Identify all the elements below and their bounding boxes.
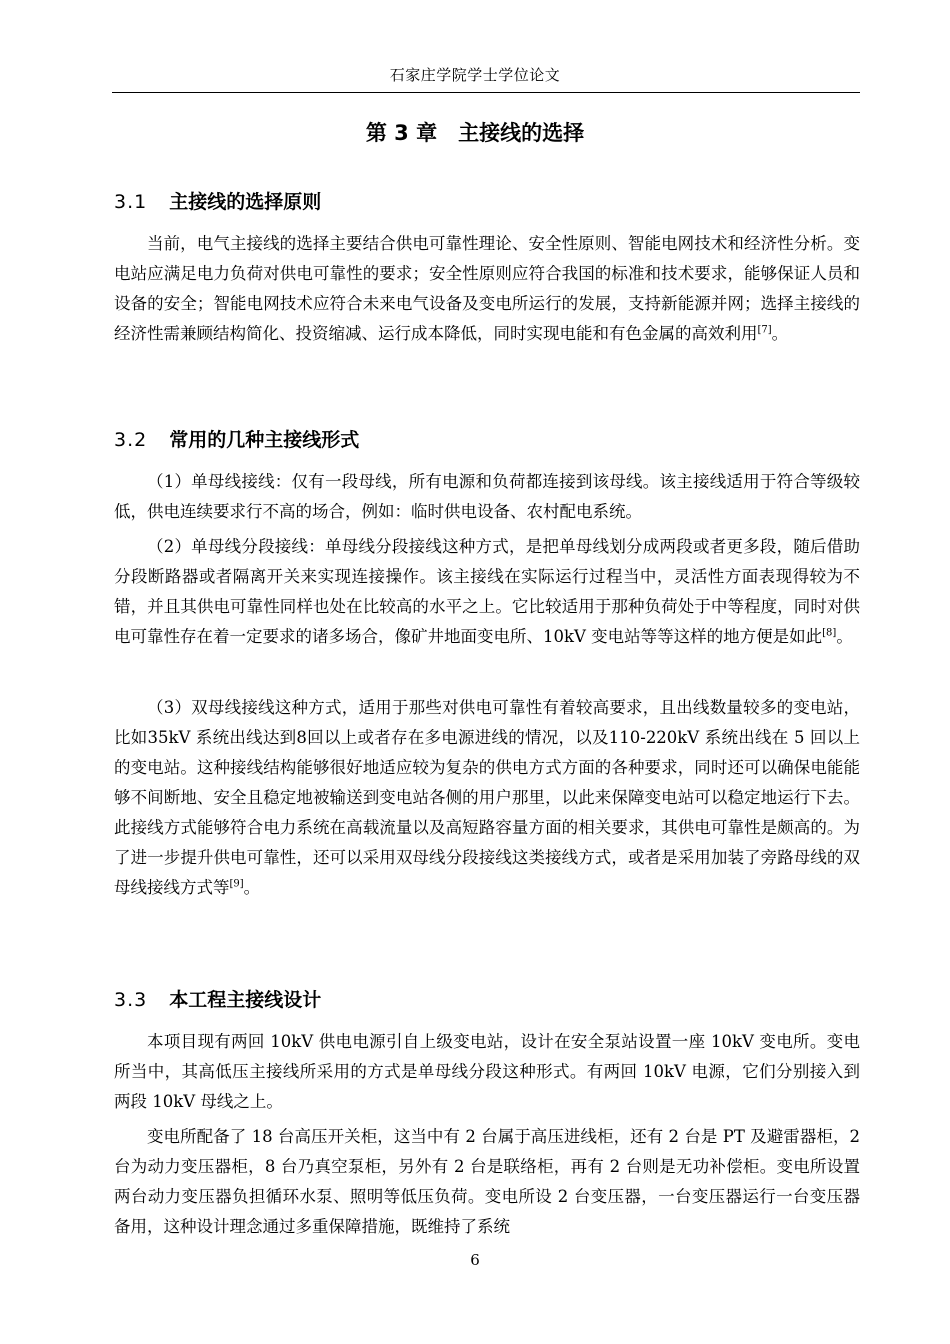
- paragraph-text: 本项目现有两回 10kV 供电电源引自上级变电站，设计在安全泵站设置一座 10kV 变电所。变电所当中，其高低压主接线所采用的方式是单母线分段这种形式。有两回 10kV 电源，它们分别接入到两段 10kV 母线之上。: [114, 1032, 860, 1111]
- page-number: 6: [470, 1251, 480, 1269]
- section-title: 常用的几种主接线形式: [169, 429, 360, 451]
- section-heading-3-3: [114, 985, 321, 1012]
- section-number: 3.1: [114, 191, 148, 213]
- paragraph-tail: 。: [836, 627, 853, 646]
- header-divider: [112, 92, 860, 93]
- paragraph-tail: 。: [243, 878, 261, 897]
- section-heading-3-1: [114, 187, 321, 214]
- paragraph-text: （1）单母线接线：仅有一段母线，所有电源和负荷都连接到该母线。该主接线适用于符合等级较低，供电连续要求行不高的场合，例如：临时供电设备、农村配电系统。: [114, 472, 860, 521]
- paragraph-single-bus: [114, 467, 860, 527]
- paragraph-text: （2）单母线分段接线：单母线分段接线这种方式，是把单母线划分成两段或者更多段，随后借助分段断路器或者隔离开关来实现连接操作。该主接线在实际运行过程当中，灵活性方面表现得较为不错，并且其供电可靠性同样也处在比较高的水平之上。它比较适用于那种负荷处于中等程度，同时对供电可靠性存在着一定要求的诸多场合，像矿井地面变电所、10kV 变电站等等这样的地方便是如此: [114, 537, 860, 646]
- section-number: 3.2: [114, 429, 148, 451]
- paragraph-principles: [114, 229, 860, 349]
- paragraph-text: 变电所配备了 18 台高压开关柜，这当中有 2 台属于高压进线柜，还有 2 台是 PT 及避雷器柜，2 台为动力变压器柜，8 台乃真空泵柜，另外有 2 台是联络柜，再有 2 台则是无功补偿柜。变电所设置两台动力变压器负担循环水泵、照明等低压负荷。变电所设 2 台变压器，一台变压器运行一台变压器备用，这种设计理念通过多重保障措施，既维持了系统: [114, 1127, 860, 1236]
- paragraph-project-design: [114, 1027, 860, 1117]
- section-title: 本工程主接线设计: [169, 989, 322, 1011]
- running-header: 石家庄学院学士学位论文: [389, 66, 561, 84]
- citation-ref: [8]: [822, 627, 837, 639]
- section-title: 主接线的选择原则: [169, 191, 322, 213]
- citation-ref: [7]: [757, 324, 772, 336]
- citation-ref: [9]: [229, 878, 244, 890]
- chapter-title: 第 3 章 主接线的选择: [365, 121, 585, 145]
- paragraph-switchgear: [114, 1122, 860, 1242]
- section-heading-3-2: [114, 425, 359, 452]
- paragraph-text: （3）双母线接线这种方式，适用于那些对供电可靠性有着较高要求，且出线数量较多的变电站，比如35kV 系统出线达到8回以上或者存在多电源进线的情况，以及110-220kV 系统出线在 5 回以上的变电站。这种接线结构能够很好地适应较为复杂的供电方式方面的各种要求，同时还可以确保电能能够不间断地、安全且稳定地被输送到变电站各侧的用户那里，以此来保障变电站可以稳定地运行下去。此接线方式能够符合电力系统在高载流量以及高短路容量方面的相关要求，其供电可靠性是颇高的。为了进一步提升供电可靠性，还可以采用双母线分段接线这类接线方式，或者是采用加装了旁路母线的双母线接线方式等: [114, 698, 860, 897]
- paragraph-double-bus: [114, 693, 860, 903]
- paragraph-tail: 。: [771, 324, 789, 343]
- section-number: 3.3: [114, 989, 148, 1011]
- paragraph-text: 当前，电气主接线的选择主要结合供电可靠性理论、安全性原则、智能电网技术和经济性分析。变电站应满足电力负荷对供电可靠性的要求；安全性原则应符合我国的标准和技术要求，能够保证人员和设备的安全；智能电网技术应符合未来电气设备及变电所运行的发展，支持新能源并网；选择主接线的经济性需兼顾结构简化、投资缩减、运行成本降低，同时实现电能和有色金属的高效利用: [114, 234, 860, 343]
- paragraph-sectioned-bus: [114, 532, 860, 652]
